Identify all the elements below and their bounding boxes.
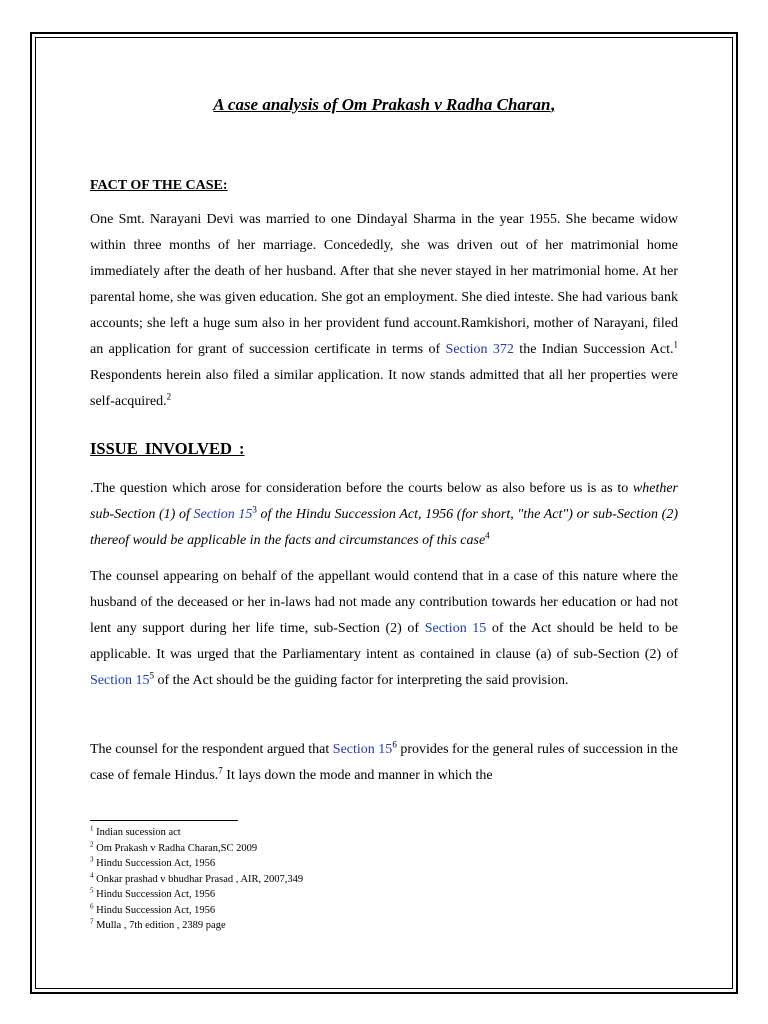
facts-text-c: Respondents herein also filed a similar application. It now stands admitted that all her properties were self-acquired. — [90, 368, 678, 409]
section-15-link-3[interactable]: Section 15 — [90, 673, 150, 688]
footnote-item — [90, 872, 303, 888]
footnote-text: Hindu Succession Act, 1956 — [93, 904, 216, 916]
facts-heading-text: FACT OF THE CASE — [90, 178, 223, 193]
footnote-ref-7[interactable]: 7 — [218, 765, 223, 776]
footnote-item — [90, 841, 303, 857]
facts-text-a: One Smt. Narayani Devi was married to one Dindayal Sharma in the year 1955. She became widow within three months of her marriage. Concededly, she was driven out of her matrimonial home immediately after the death of her husband. After that she never stayed in her matrimonial home. At her parental home, she was given education. She got an employment. She died inteste. She had various bank accounts; she left a huge sum also in her provident fund account.Ramkishori, mother of Narayani, filed an application for grant of succession certificate in terms of — [90, 212, 678, 357]
footnote-text: Om Prakash v Radha Charan,SC 2009 — [93, 842, 258, 854]
section-15-link-1[interactable]: Section 15 — [193, 507, 253, 522]
footnote-separator — [90, 820, 238, 821]
footnote-number: 5 — [90, 886, 94, 895]
footnote-text: Hindu Succession Act, 1956 — [93, 858, 216, 869]
issue-p3-text-c: It lays down the mode and manner in which the — [222, 768, 493, 783]
footnote-ref-4[interactable]: 4 — [485, 530, 490, 541]
issue-p3-text-b: provides for the general rules of succession in the case of female Hindus. — [90, 742, 678, 783]
title-text: A case analysis of Om Prakash v Radha Charan — [213, 95, 551, 114]
issue-p1-italic-a: whether sub-Section (1) of — [90, 481, 678, 522]
footnote-number: 3 — [90, 855, 94, 864]
footnote-text: Mulla , 7th edition , 2389 page — [93, 920, 226, 931]
section-15-link-4[interactable]: Section 15 — [332, 742, 393, 757]
footnote-number: 7 — [90, 917, 94, 926]
issue-p3-text-a: The counsel for the respondent argued that — [90, 742, 333, 757]
issue-p2-text-c: of the Act should be the guiding factor for interpreting the said provision. — [154, 673, 569, 688]
facts-heading — [90, 178, 228, 194]
footnote-number: 4 — [90, 871, 94, 879]
footnote-number: 1 — [90, 824, 94, 833]
footnote-number: 6 — [90, 902, 94, 910]
footnote-item — [90, 887, 303, 903]
footnote-item — [90, 825, 303, 841]
section-372-link[interactable]: Section 372 — [445, 342, 514, 357]
issue-p1-text-a: .The question which arose for consideration before the courts below as also before us is as to — [90, 481, 633, 496]
footnote-ref-5[interactable]: 5 — [149, 670, 154, 681]
issue-p1-italic-b: of the Hindu Succession Act, 1956 (for short, "the Act") or sub-Section (2) thereof would be applicable in the facts and circumstances of this case — [90, 507, 679, 548]
footnote-item — [90, 856, 303, 872]
issue-paragraph-1 — [90, 476, 678, 554]
facts-paragraph — [90, 207, 678, 415]
section-15-link-2[interactable]: Section 15 — [424, 621, 487, 636]
footnote-text: Hindu Succession Act, 1956 — [93, 889, 216, 900]
issue-p2-text-b: of the Act should be held to be applicable. It was urged that the Parliamentary intent as contained in clause (a) of sub-Section (2) of — [90, 621, 679, 662]
footnote-text: Onkar prashad v bhudhar Prasad , AIR, 2007,349 — [93, 873, 304, 885]
footnote-ref-3[interactable]: 3 — [252, 504, 257, 515]
issue-paragraph-3 — [90, 737, 678, 789]
footnotes — [90, 825, 303, 934]
facts-heading-colon: : — [222, 178, 228, 193]
footnote-ref-6[interactable]: 6 — [392, 739, 397, 750]
issue-paragraph-2 — [90, 564, 678, 694]
footnote-ref-1[interactable]: 1 — [673, 339, 678, 350]
footnote-text: Indian sucession act — [93, 827, 181, 838]
footnote-item — [90, 918, 303, 934]
document-title — [90, 95, 678, 115]
footnote-item — [90, 903, 303, 919]
footnote-number: 2 — [90, 840, 94, 848]
title-comma: , — [550, 95, 555, 114]
footnote-ref-2[interactable]: 2 — [166, 391, 172, 402]
issue-p2-text-a: The counsel appearing on behalf of the appellant would contend that in a case of this nature where the husband of the deceased or her in-laws had not made any contribution towards her education or had not lent any support during her life time, sub-Section (2) of — [90, 569, 678, 636]
facts-text-b: the Indian Succession Act. — [513, 342, 674, 357]
issue-heading: ISSUE INVOLVED : — [90, 439, 245, 458]
